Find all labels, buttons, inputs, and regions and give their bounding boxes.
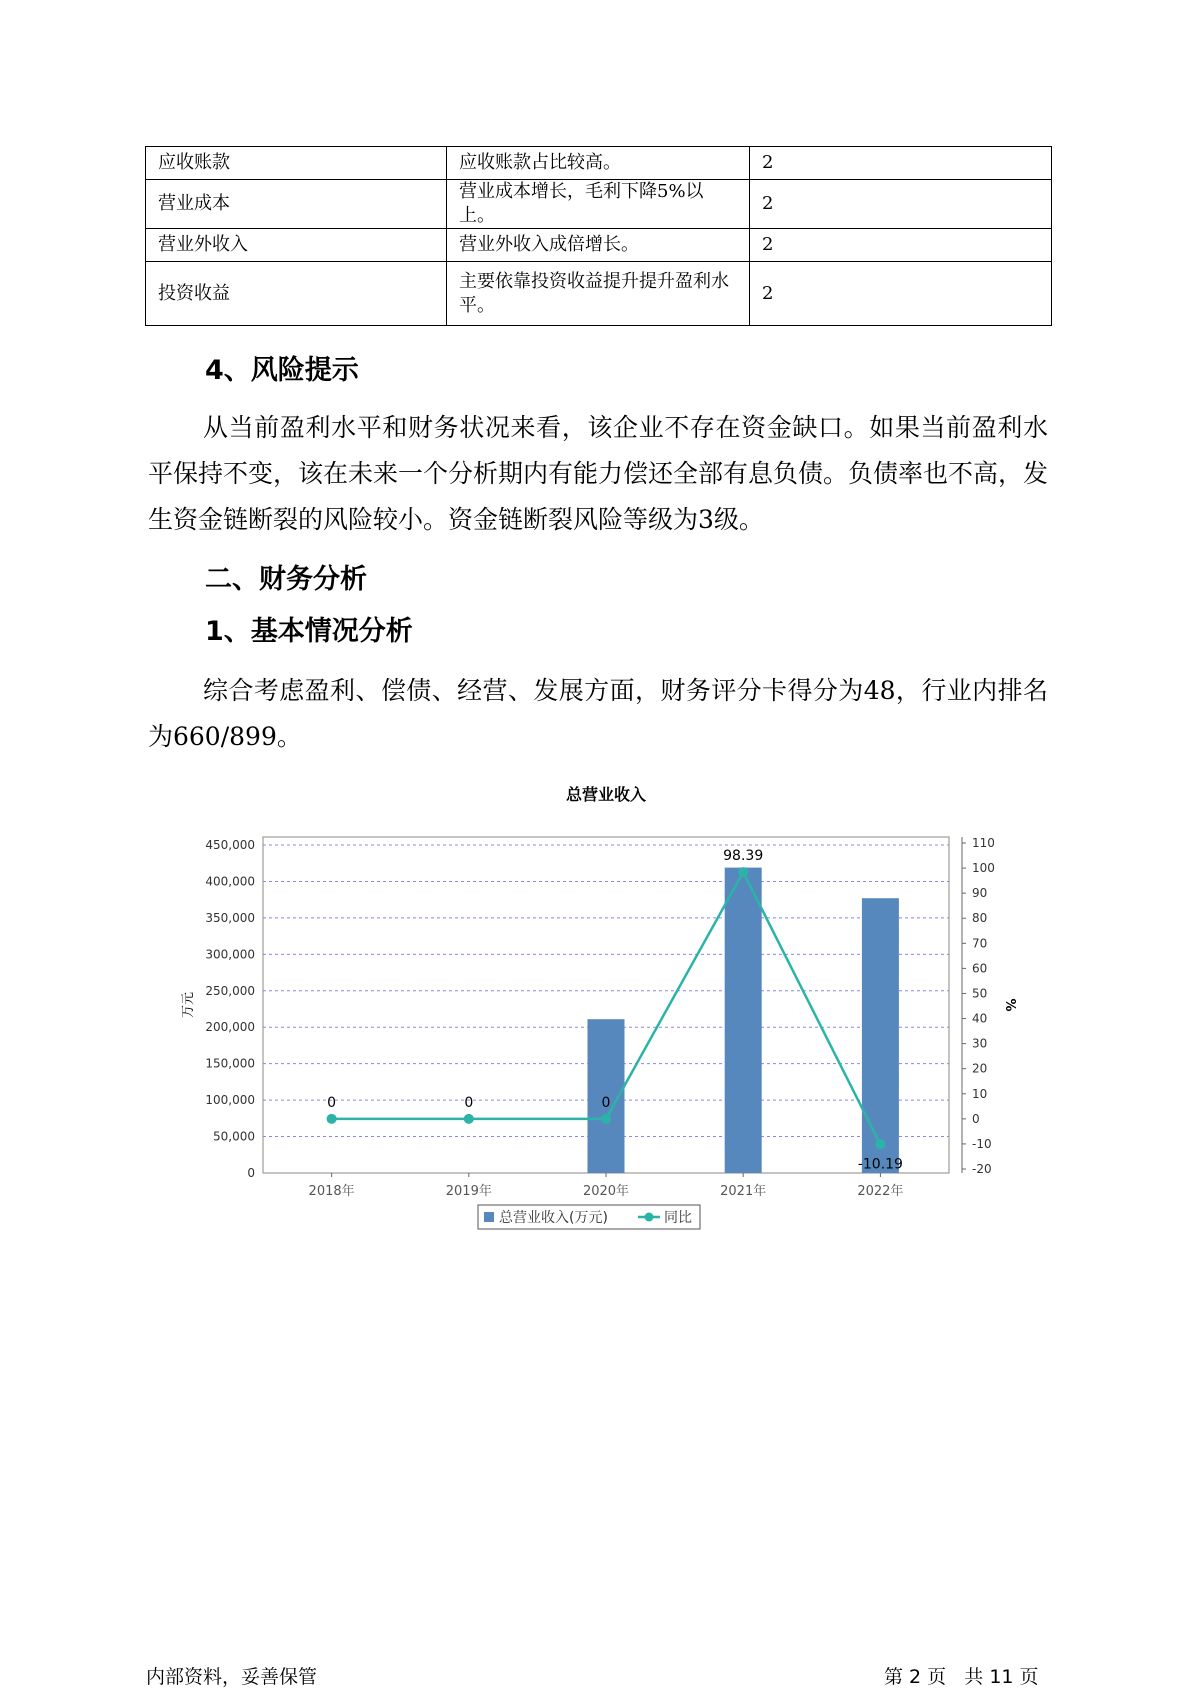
y2-tick-label: 70 xyxy=(972,936,988,951)
y2-tick-label: 90 xyxy=(972,886,988,901)
table-cell-item: 应收账款 xyxy=(146,147,447,180)
table-cell-desc: 主要依靠投资收益提升提升盈利水平。 xyxy=(447,262,750,326)
yoy-data-label: 0 xyxy=(464,1094,474,1111)
yoy-point xyxy=(464,1114,474,1124)
risk-heading: 4、风险提示 xyxy=(205,355,359,386)
y-tick-label: 150,000 xyxy=(205,1056,255,1071)
y-tick-label: 200,000 xyxy=(205,1020,255,1035)
table-row xyxy=(146,147,1052,180)
table-cell-score: 2 xyxy=(750,180,1052,229)
legend-line-marker xyxy=(645,1213,654,1222)
y-tick-label: 0 xyxy=(247,1166,255,1180)
table-cell-desc: 应收账款占比较高。 xyxy=(447,147,750,180)
y2-tick-label: 100 xyxy=(972,861,995,876)
risk-item-table xyxy=(145,146,1052,326)
yoy-point xyxy=(601,1114,611,1124)
yoy-point xyxy=(875,1139,885,1149)
table-row xyxy=(146,262,1052,326)
yoy-data-label: 0 xyxy=(327,1094,337,1111)
yoy-data-label: 98.39 xyxy=(723,848,764,865)
basic-analysis-heading: 1、基本情况分析 xyxy=(205,616,413,647)
table-row xyxy=(146,229,1052,262)
yoy-data-label: -10.19 xyxy=(857,1156,903,1173)
x-tick-label: 2022年 xyxy=(857,1184,904,1199)
y2-tick-label: 80 xyxy=(972,911,988,926)
y-tick-label: 450,000 xyxy=(205,838,255,852)
legend-bar-swatch xyxy=(484,1212,494,1222)
risk-paragraph: 从当前盈利水平和财务状况来看，该企业不存在资金缺口。如果当前盈利水平保持不变，该在未来一个分析期内有能力偿还全部有息负债。负债率也不高，发生资金链断裂的风险较小。资金链断裂风险等级为3级。 xyxy=(148,413,1049,534)
table-cell-score: 2 xyxy=(750,147,1052,180)
chart-title: 总营业收入 xyxy=(565,785,647,804)
table-cell-item: 投资收益 xyxy=(146,262,447,326)
table-cell-desc: 营业成本增长，毛利下降5%以上。 xyxy=(447,180,750,229)
y2-tick-label: 30 xyxy=(972,1036,988,1051)
table-cell-desc: 营业外收入成倍增长。 xyxy=(447,229,750,262)
y2-tick-label: 50 xyxy=(972,986,988,1001)
x-tick-label: 2021年 xyxy=(720,1184,767,1199)
yoy-point xyxy=(327,1114,337,1124)
table-row xyxy=(146,180,1052,229)
y2-tick-label: 10 xyxy=(972,1086,988,1101)
revenue-chart xyxy=(170,780,1030,1240)
revenue-chart-svg xyxy=(170,780,1030,1240)
y2-tick-label: 0 xyxy=(972,1111,980,1126)
table-cell-item: 营业成本 xyxy=(146,180,447,229)
basic-analysis-paragraph: 综合考虑盈利、偿债、经营、发展方面，财务评分卡得分为48，行业内排名为660/899。 xyxy=(148,676,1048,751)
yoy-point xyxy=(738,867,748,877)
x-tick-label: 2020年 xyxy=(582,1184,630,1199)
legend-line-label: 同比 xyxy=(664,1210,692,1226)
x-tick-label: 2018年 xyxy=(308,1184,355,1199)
y2-tick-label: 110 xyxy=(972,836,995,850)
finance-heading: 二、财务分析 xyxy=(205,564,367,595)
x-tick-label: 2019年 xyxy=(445,1184,492,1199)
table-cell-item: 营业外收入 xyxy=(146,229,447,262)
y-tick-label: 100,000 xyxy=(205,1093,255,1108)
y2-tick-label: -10 xyxy=(972,1136,992,1151)
y-tick-label: 250,000 xyxy=(205,983,255,998)
table-cell-score: 2 xyxy=(750,262,1052,326)
legend-bar-label: 总营业收入(万元) xyxy=(499,1210,608,1226)
revenue-bar xyxy=(862,898,899,1173)
revenue-bar xyxy=(725,868,762,1173)
y-tick-label: 350,000 xyxy=(205,910,255,925)
y-tick-label: 400,000 xyxy=(205,874,255,889)
y2-tick-label: 20 xyxy=(972,1061,988,1076)
y2-axis-label: % xyxy=(1002,998,1017,1012)
yoy-data-label: 0 xyxy=(601,1094,611,1111)
y2-tick-label: -20 xyxy=(972,1162,992,1176)
footer-page-number: 第 2 页 共 11 页 xyxy=(884,1666,1039,1688)
y-tick-label: 300,000 xyxy=(205,947,255,962)
y2-tick-label: 40 xyxy=(972,1011,988,1026)
y2-tick-label: 60 xyxy=(972,961,988,976)
y-tick-label: 50,000 xyxy=(213,1129,255,1144)
table-cell-score: 2 xyxy=(750,229,1052,262)
y-axis-label: 万元 xyxy=(181,991,196,1019)
footer-confidential: 内部资料，妥善保管 xyxy=(146,1666,318,1688)
